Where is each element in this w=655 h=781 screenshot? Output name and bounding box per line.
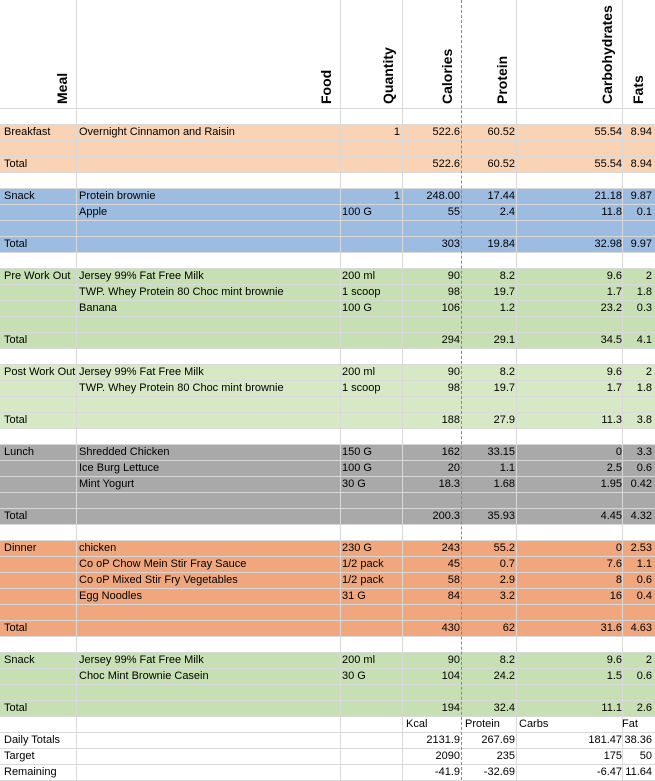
quantity-cell: 1 scoop	[342, 382, 381, 394]
summary-header-fat: Fat	[622, 718, 638, 730]
total-carbohydrates: 32.98	[594, 238, 622, 250]
quantity-cell: 1	[393, 126, 400, 138]
fats-cell: 0.1	[636, 206, 652, 218]
total-protein: 62	[502, 622, 515, 634]
meal-cell: Dinner	[4, 542, 37, 554]
summary-protein: 267.69	[481, 734, 515, 746]
protein-cell: 2.9	[499, 574, 515, 586]
summary-carbohydrates: 175	[603, 750, 622, 762]
fats-cell: 2	[645, 270, 652, 282]
total-protein: 19.84	[487, 238, 515, 250]
food-cell: Overnight Cinnamon and Raisin	[79, 126, 235, 138]
table-row	[0, 588, 655, 604]
food-cell: Co oP Chow Mein Stir Fray Sauce	[79, 558, 247, 570]
total-calories: 522.6	[432, 158, 460, 170]
quantity-cell: 100 G	[342, 206, 372, 218]
quantity-cell: 200 ml	[342, 270, 376, 282]
total-label: Total	[4, 238, 28, 250]
meal-cell	[4, 204, 78, 220]
food-cell: Protein brownie	[79, 190, 156, 202]
meal-cell: Lunch	[4, 446, 34, 458]
header-meal: Meal	[54, 72, 70, 104]
protein-cell: 19.7	[493, 286, 515, 298]
table-row	[0, 364, 655, 380]
food-cell: Ice Burg Lettuce	[79, 462, 160, 474]
food-cell: TWP. Whey Protein 80 Choc mint brownie	[79, 382, 284, 394]
fats-cell: 0.6	[636, 670, 652, 682]
calories-cell: 20	[447, 462, 460, 474]
quantity-cell: 200 ml	[342, 654, 376, 666]
summary-calories: 2131.9	[426, 734, 460, 746]
carbohydrates-cell: 9.6	[606, 654, 622, 666]
meal-cell	[4, 300, 78, 316]
total-carbohydrates: 11.1	[601, 702, 622, 714]
protein-cell: 55.2	[493, 542, 515, 554]
protein-cell: 60.52	[487, 126, 515, 138]
protein-cell: 3.2	[499, 590, 515, 602]
meal-cell	[4, 668, 78, 684]
total-protein: 27.9	[493, 414, 515, 426]
protein-cell: 1.68	[493, 478, 515, 490]
quantity-cell: 30 G	[342, 670, 366, 682]
meal-cell: Pre Work Out	[4, 270, 71, 282]
total-carbohydrates: 34.5	[600, 334, 622, 346]
protein-cell: 24.2	[493, 670, 515, 682]
table-row	[0, 572, 655, 588]
meal-cell	[4, 572, 78, 588]
total-carbohydrates: 4.45	[600, 510, 622, 522]
total-label: Total	[4, 510, 28, 522]
quantity-cell: 150 G	[342, 446, 372, 458]
header-food: Food	[318, 69, 334, 104]
header-fats: Fats	[630, 75, 646, 104]
fats-cell: 0.3	[636, 302, 652, 314]
total-row	[0, 508, 655, 524]
fats-cell: 2	[645, 654, 652, 666]
calories-cell: 45	[447, 558, 460, 570]
calories-cell: 522.6	[432, 126, 460, 138]
carbohydrates-cell: 11.8	[601, 206, 622, 218]
table-row	[0, 652, 655, 668]
summary-protein: 235	[496, 750, 515, 762]
protein-cell: 19.7	[493, 382, 515, 394]
food-cell: Egg Noodles	[79, 590, 142, 602]
header-protein: Protein	[494, 55, 510, 104]
summary-header-carbs: Carbs	[519, 718, 549, 730]
summary-row	[0, 764, 655, 780]
summary-label: Target	[4, 750, 35, 762]
summary-protein: -32.69	[483, 766, 515, 778]
food-cell: Shredded Chicken	[79, 446, 170, 458]
fats-cell: 3.3	[636, 446, 652, 458]
summary-fats: 38.36	[624, 734, 652, 746]
carbohydrates-cell: 1.7	[606, 382, 622, 394]
total-calories: 303	[441, 238, 460, 250]
calories-cell: 55	[447, 206, 460, 218]
protein-cell: 17.44	[487, 190, 515, 202]
meal-cell	[4, 476, 78, 492]
table-row	[0, 668, 655, 684]
header-carbohydrates: Carbohydrates	[599, 5, 615, 104]
total-protein: 29.1	[493, 334, 515, 346]
food-cell: Co oP Mixed Stir Fry Vegetables	[79, 574, 238, 586]
total-row	[0, 412, 655, 428]
total-fats: 9.97	[630, 238, 652, 250]
fats-cell: 1.8	[636, 286, 652, 298]
total-fats: 4.1	[636, 334, 652, 346]
calories-cell: 106	[441, 302, 460, 314]
carbohydrates-cell: 8	[615, 574, 622, 586]
total-calories: 194	[441, 702, 460, 714]
total-protein: 60.52	[487, 158, 515, 170]
summary-label: Daily Totals	[4, 734, 61, 746]
table-row	[0, 124, 655, 140]
fats-cell: 1.1	[636, 558, 652, 570]
fats-cell: 9.87	[630, 190, 652, 202]
meal-cell: Snack	[4, 190, 35, 202]
total-carbohydrates: 11.3	[601, 414, 622, 426]
table-row	[0, 556, 655, 572]
total-carbohydrates: 31.6	[600, 622, 622, 634]
calories-cell: 90	[447, 654, 460, 666]
calories-cell: 58	[447, 574, 460, 586]
total-row	[0, 236, 655, 252]
calories-cell: 248.00	[426, 190, 460, 202]
quantity-cell: 1/2 pack	[342, 558, 384, 570]
meal-cell	[4, 380, 78, 396]
total-carbohydrates: 55.54	[594, 158, 622, 170]
summary-label: Remaining	[4, 766, 57, 778]
summary-carbohydrates: -6.47	[596, 766, 622, 778]
calories-cell: 90	[447, 366, 460, 378]
meal-cell	[4, 556, 78, 572]
summary-fats: 50	[639, 750, 652, 762]
protein-cell: 8.2	[499, 654, 515, 666]
meal-cell	[4, 284, 78, 300]
calories-cell: 98	[447, 382, 460, 394]
table-row	[0, 204, 655, 220]
meal-cell	[4, 460, 78, 476]
table-row	[0, 284, 655, 300]
total-row	[0, 620, 655, 636]
calories-cell: 84	[447, 590, 460, 602]
fats-cell: 0.6	[636, 462, 652, 474]
calories-cell: 90	[447, 270, 460, 282]
total-label: Total	[4, 334, 28, 346]
carbohydrates-cell: 7.6	[606, 558, 622, 570]
carbohydrates-cell: 9.6	[606, 270, 622, 282]
fats-cell: 1.8	[636, 382, 652, 394]
total-protein: 35.93	[487, 510, 515, 522]
carbohydrates-cell: 2.5	[606, 462, 622, 474]
summary-row	[0, 748, 655, 764]
total-fats: 4.63	[630, 622, 652, 634]
summary-calories: 2090	[435, 750, 460, 762]
total-label: Total	[4, 622, 28, 634]
total-fats: 2.6	[636, 702, 652, 714]
calories-cell: 98	[447, 286, 460, 298]
carbohydrates-cell: 0	[615, 446, 622, 458]
food-cell: Jersey 99% Fat Free Milk	[79, 270, 204, 282]
fats-cell: 0.6	[636, 574, 652, 586]
protein-cell: 1.1	[499, 462, 515, 474]
quantity-cell: 1	[393, 190, 400, 202]
protein-cell: 8.2	[499, 270, 515, 282]
table-row	[0, 188, 655, 204]
quantity-cell: 100 G	[342, 302, 372, 314]
header-calories: Calories	[439, 48, 455, 104]
carbohydrates-cell: 9.6	[606, 366, 622, 378]
quantity-cell: 1/2 pack	[342, 574, 384, 586]
calories-cell: 18.3	[438, 478, 460, 490]
table-row	[0, 444, 655, 460]
food-cell: TWP. Whey Protein 80 Choc mint brownie	[79, 286, 284, 298]
meal-cell: Breakfast	[4, 126, 51, 138]
total-fats: 4.32	[630, 510, 652, 522]
table-row	[0, 476, 655, 492]
food-cell: Banana	[79, 302, 117, 314]
summary-carbohydrates: 181.47	[588, 734, 622, 746]
quantity-cell: 1 scoop	[342, 286, 381, 298]
header-quantity: Quantity	[380, 47, 396, 104]
table-row	[0, 540, 655, 556]
fats-cell: 2.53	[630, 542, 652, 554]
protein-cell: 8.2	[499, 366, 515, 378]
total-label: Total	[4, 158, 28, 170]
carbohydrates-cell: 1.5	[606, 670, 622, 682]
total-row	[0, 156, 655, 172]
protein-cell: 2.4	[499, 206, 515, 218]
fats-cell: 0.4	[636, 590, 652, 602]
total-label: Total	[4, 414, 28, 426]
carbohydrates-cell: 0	[615, 542, 622, 554]
summary-calories: -41.9	[434, 766, 460, 778]
total-fats: 8.94	[630, 158, 652, 170]
food-cell: Jersey 99% Fat Free Milk	[79, 366, 204, 378]
total-calories: 294	[441, 334, 460, 346]
table-row	[0, 268, 655, 284]
food-cell: chicken	[79, 542, 117, 554]
fats-cell: 2	[645, 366, 652, 378]
summary-header-row	[0, 716, 655, 732]
total-calories: 430	[441, 622, 460, 634]
table-row	[0, 300, 655, 316]
fats-cell: 8.94	[630, 126, 652, 138]
quantity-cell: 100 G	[342, 462, 372, 474]
summary-header-kcal: Kcal	[406, 718, 428, 730]
total-calories: 188	[441, 414, 460, 426]
food-cell: Mint Yogurt	[79, 478, 135, 490]
quantity-cell: 200 ml	[342, 366, 376, 378]
fats-cell: 0.42	[630, 478, 652, 490]
calories-cell: 243	[441, 542, 460, 554]
total-row	[0, 700, 655, 716]
carbohydrates-cell: 55.54	[594, 126, 622, 138]
food-cell: Choc Mint Brownie Casein	[79, 670, 209, 682]
calories-cell: 104	[441, 670, 460, 682]
food-cell: Jersey 99% Fat Free Milk	[79, 654, 204, 666]
summary-fats: 11.64	[625, 766, 652, 778]
protein-cell: 33.15	[487, 446, 515, 458]
carbohydrates-cell: 16	[609, 590, 622, 602]
total-row	[0, 332, 655, 348]
total-label: Total	[4, 702, 28, 714]
quantity-cell: 31 G	[342, 590, 366, 602]
total-fats: 3.8	[636, 414, 652, 426]
carbohydrates-cell: 1.95	[600, 478, 622, 490]
summary-header-protein: Protein	[465, 718, 500, 730]
summary-row	[0, 732, 655, 748]
quantity-cell: 230 G	[342, 542, 372, 554]
carbohydrates-cell: 23.2	[600, 302, 622, 314]
meal-cell	[4, 588, 78, 604]
food-cell: Apple	[79, 206, 108, 218]
meal-cell: Post Work Out	[4, 366, 76, 378]
calories-cell: 162	[441, 446, 460, 458]
protein-cell: 0.7	[499, 558, 515, 570]
meal-cell: Snack	[4, 654, 35, 666]
total-protein: 32.4	[493, 702, 515, 714]
table-row	[0, 460, 655, 476]
protein-cell: 1.2	[499, 302, 515, 314]
quantity-cell: 30 G	[342, 478, 366, 490]
total-calories: 200.3	[432, 510, 460, 522]
carbohydrates-cell: 21.18	[594, 190, 622, 202]
table-row	[0, 380, 655, 396]
carbohydrates-cell: 1.7	[606, 286, 622, 298]
